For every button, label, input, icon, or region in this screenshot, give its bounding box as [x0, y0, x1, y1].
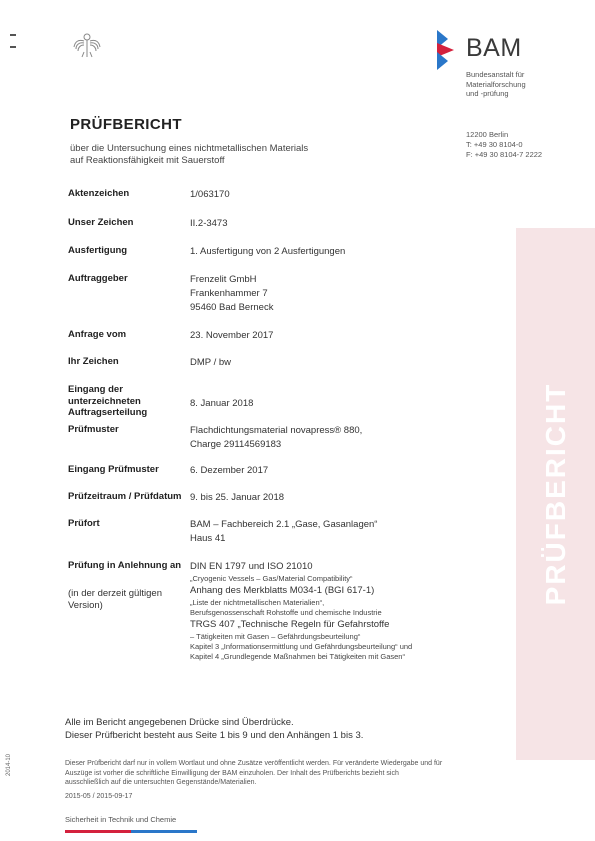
pressure-note: [65, 716, 505, 742]
standard-subline: „Cryogenic Vessels – Gas/Material Compatibility“: [190, 574, 353, 583]
field-label: Ausfertigung: [68, 245, 128, 256]
value-line: DMP / bw: [190, 357, 232, 368]
value-line: 6. Dezember 2017: [190, 465, 269, 476]
footer-color-bar: [65, 830, 197, 833]
standard-line: TRGS 407 „Technische Regeln für Gefahrstoffe: [190, 619, 390, 630]
footer-bar-red: [65, 830, 131, 833]
form-date: 2015-05 / 2015-09-17: [65, 793, 133, 800]
standard-subline: Berufsgenossenschaft Rohstoffe und chemische Industrie: [190, 608, 382, 617]
standard-subline: „Liste der nichtmetallischen Materialien“,: [190, 598, 325, 607]
value-line: 8. Januar 2018: [190, 398, 254, 409]
side-band: [516, 228, 595, 760]
field-label: Ihr Zeichen: [68, 356, 119, 367]
field-value: [190, 217, 480, 231]
field-label: Prüfmuster: [68, 424, 119, 435]
field-value: [190, 491, 480, 505]
field-value: [190, 518, 480, 546]
field-label: Anfrage vom: [68, 329, 127, 340]
field-value: [190, 424, 480, 452]
field-value: [190, 188, 480, 202]
subtitle-line: über die Untersuchung eines nichtmetallischen Materials: [70, 143, 309, 154]
standard-line: Anhang des Merkblatts M034-1 (BGI 617-1): [190, 585, 375, 596]
value-line: Haus 41: [190, 533, 226, 544]
fax-line: F: +49 30 8104-7 2222: [466, 150, 543, 159]
institute-line: und -prüfung: [466, 89, 509, 98]
value-line: II.2-3473: [190, 218, 228, 229]
value-line: Flachdichtungsmaterial novapress® 880,: [190, 425, 363, 436]
address-block: [466, 130, 566, 160]
field-value: [190, 356, 480, 370]
field-label: Eingang Prüfmuster: [68, 464, 159, 475]
notice-line: Auszüge ist vorher die schriftliche Einwilligung der BAM einzuholen. Der Inhalt des Prüfberichts bezieht sich: [65, 769, 399, 777]
document-subtitle: [70, 143, 370, 167]
address-line: 12200 Berlin: [466, 130, 509, 139]
footer-bar-blue: [131, 830, 197, 833]
field-value: [190, 329, 480, 343]
value-line: Frankenhammer 7: [190, 288, 268, 299]
note-line: Version): [68, 600, 103, 611]
field-label: Eingang der unterzeichneten Auftragserteilung: [68, 384, 148, 418]
notice-line: Dieser Prüfbericht darf nur in vollem Wortlaut und ohne Zusätze veröffentlicht werden. Für veränderte Wiedergabe und für: [65, 760, 443, 767]
value-line: Charge 29114569183: [190, 439, 282, 450]
version-note: [68, 588, 186, 612]
subtitle-line: auf Reaktionsfähigkeit mit Sauerstoff: [70, 155, 225, 166]
phone-line: T: +49 30 8104-0: [466, 140, 523, 149]
standard-subline: – Tätigkeiten mit Gasen – Gefährdungsbeurteilung“: [190, 632, 361, 641]
value-line: 95460 Bad Berneck: [190, 302, 274, 313]
publication-notice: [65, 759, 505, 788]
field-label: Prüfung in Anlehnung an: [68, 560, 182, 571]
value-line: BAM – Fachbereich 2.1 „Gase, Gasanlagen“: [190, 519, 378, 530]
standards-list: [190, 560, 480, 662]
standard-line: DIN EN 1797 und ISO 21010: [190, 561, 313, 572]
footer-slogan: Sicherheit in Technik und Chemie: [65, 815, 177, 824]
document-title: PRÜFBERICHT: [70, 116, 182, 133]
notice-line: ausschließlich auf die untersuchten Gegenstände/Materialien.: [65, 779, 257, 786]
field-value: [190, 464, 480, 478]
value-line: 23. November 2017: [190, 330, 274, 341]
side-band-text: PRÜFBERICHT: [540, 382, 571, 606]
institute-line: Materialforschung: [466, 79, 526, 89]
margin-code: 2014-10: [6, 753, 12, 776]
value-line: 1/063170: [190, 189, 230, 200]
punch-mark: [10, 34, 16, 36]
value-line: 9. bis 25. Januar 2018: [190, 492, 285, 503]
field-value: [190, 245, 480, 259]
field-label: Prüfzeitraum / Prüfdatum: [68, 491, 182, 502]
standard-subline: Kapitel 4 „Grundlegende Maßnahmen bei Tätigkeiten mit Gasen“: [190, 652, 405, 661]
institute-line: Bundesanstalt für: [466, 70, 525, 79]
field-label: Unser Zeichen: [68, 217, 134, 228]
note-line: Alle im Bericht angegebenen Drücke sind Überdrücke.: [65, 717, 294, 728]
field-label: Prüfort: [68, 518, 100, 529]
value-line: 1. Ausfertigung von 2 Ausfertigungen: [190, 246, 346, 257]
punch-mark: [10, 46, 16, 48]
note-line: Dieser Prüfbericht besteht aus Seite 1 bis 9 und den Anhängen 1 bis 3.: [65, 730, 364, 741]
institute-name: [466, 70, 556, 99]
standard-subline: Kapitel 3 „Informationsermittlung und Gefährdungsbeurteilung“ und: [190, 642, 413, 651]
field-label: Auftraggeber: [68, 273, 128, 284]
note-line: (in der derzeit gültigen: [68, 588, 162, 599]
field-value: [190, 273, 480, 315]
federal-eagle-icon: [72, 30, 102, 58]
value-line: Frenzelit GmbH: [190, 274, 257, 285]
bam-logo-text: BAM: [466, 34, 522, 62]
bam-logo-icon: [434, 30, 460, 70]
field-label: Aktenzeichen: [68, 188, 130, 199]
field-value: [190, 397, 480, 411]
